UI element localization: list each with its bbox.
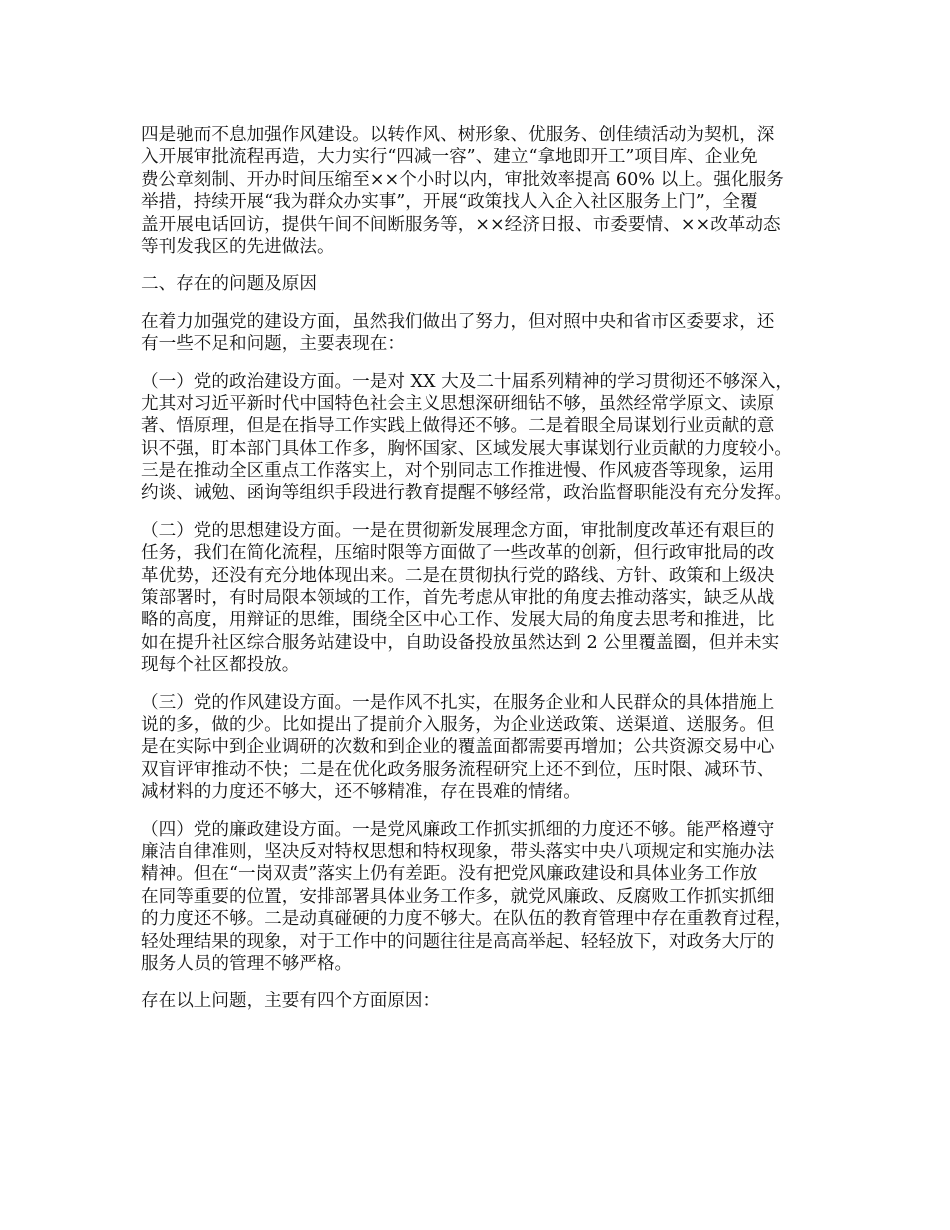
text-line: （三）党的作风建设方面。一是作风不扎实，在服务企业和人民群众的具体措施上 [141,692,775,713]
text-line: 廉洁自律准则，坚决反对特权思想和特权现象，带头落实中央八项规定和实施办法 [141,841,775,862]
paragraph-ideological-building [141,520,831,677]
text-line: 在着力加强党的建设方面，虽然我们做出了努力，但对照中央和省市区委要求，还 [141,311,775,332]
text-line: 现每个社区都投放。 [141,655,300,676]
text-line: 减材料的力度还不够大，还不够精准，存在畏难的情绪。 [141,782,581,803]
section-heading: 二、存在的问题及原因 [141,274,317,295]
paragraph-work-style-building [141,692,831,804]
text-line: 革优势，还没有充分地体现出来。二是在贯彻执行党的路线、方针、政策和上级决 [141,565,775,586]
text-line: （二）党的思想建设方面。一是在贯彻新发展理念方面，审批制度改革还有艰巨的 [141,520,775,541]
text-line: 盖开展电话回访，提供午间不间断服务等，××经济日报、市委要情、××改革动态 [141,214,781,235]
text-line: 约谈、诫勉、函询等组织手段进行教育提醒不够经常，政治监督职能没有充分发挥。 [141,483,792,504]
text-line: 三是在推动全区重点工作落实上，对个别同志工作推进慢、作风疲沓等现象，运用 [141,461,775,482]
paragraph-political-building [141,371,831,505]
text-line: 存在以上问题，主要有四个方面原因： [141,991,441,1012]
text-line: 识不强，盯本部门具体工作多，胸怀国家、区域发展大事谋划行业贡献的力度较小。 [141,438,792,459]
section-heading-problems [141,273,831,295]
text-line: 费公章刻制、开办时间压缩至××个小时以内，审批效率提高 60% 以上。强化服务 [141,169,784,190]
text-line: 四是驰而不息加强作风建设。以转作风、树形象、优服务、创佳绩活动为契机，深 [141,125,775,145]
text-line: 有一些不足和问题，主要表现在： [141,334,405,355]
text-line: 如在提升社区综合服务站建设中，自助设备投放虽然达到 2 公里覆盖圈，但并未实 [141,632,780,653]
paragraph-work-style-measures [141,124,831,258]
text-line: 尤其对习近平新时代中国特色社会主义思想深研细钻不够，虽然经常学原文、读原 [141,393,775,414]
text-line: 等刊发我区的先进做法。 [141,236,335,257]
paragraph-intro-problems [141,311,831,356]
text-line: 略的高度，用辩证的思维，围绕全区中心工作、发展大局的角度去思考和推进，比 [141,610,775,631]
text-line: 服务人员的管理不够严格。 [141,953,353,974]
text-line: （一）党的政治建设方面。一是对 XX 大及二十届系列精神的学习贯彻还不够深入， [141,371,794,392]
text-line: 轻处理结果的现象，对于工作中的问题往往是高高举起、轻轻放下，对政务大厅的 [141,931,775,952]
text-line: 说的多，做的少。比如提出了提前介入服务，为企业送政策、送渠道、送服务。但 [141,714,775,735]
text-line: 的力度还不够。二是动真碰硬的力度不够大。在队伍的教育管理中存在重教育过程， [141,909,792,930]
text-line: 在同等重要的位置，安排部署具体业务工作多，就党风廉政、反腐败工作抓实抓细 [141,886,775,907]
text-line: 入开展审批流程再造，大力实行“四减一容”、建立“拿地即开工”项目库、企业免 [141,147,758,168]
text-line: 任务，我们在简化流程，压缩时限等方面做了一些改革的创新，但行政审批局的改 [141,543,775,564]
text-line: 著、悟原理，但是在指导工作实践上做得还不够。二是着眼全局谋划行业贡献的意 [141,416,775,437]
text-line: 精神。但在“一岗双责”落实上仍有差距。没有把党风廉政建设和具体业务工作放 [141,864,758,885]
text-line: （四）党的廉政建设方面。一是党风廉政工作抓实抓细的力度还不够。能严格遵守 [141,819,775,840]
text-line: 举措，持续开展“我为群众办实事”，开展“政策找人入企入社区服务上门”，全覆 [141,192,758,213]
text-line: 是在实际中到企业调研的次数和到企业的覆盖面都需要再增加；公共资源交易中心 [141,737,775,758]
document-page [141,124,831,1028]
text-line: 双盲评审推动不快；二是在优化政务服务流程研究上还不到位，压时限、减环节、 [141,759,775,780]
paragraph-integrity-building [141,819,831,976]
paragraph-causes-intro [141,990,831,1012]
text-line: 策部署时，有时局限本领域的工作，首先考虑从审批的角度去推动落实，缺乏从战 [141,588,775,609]
